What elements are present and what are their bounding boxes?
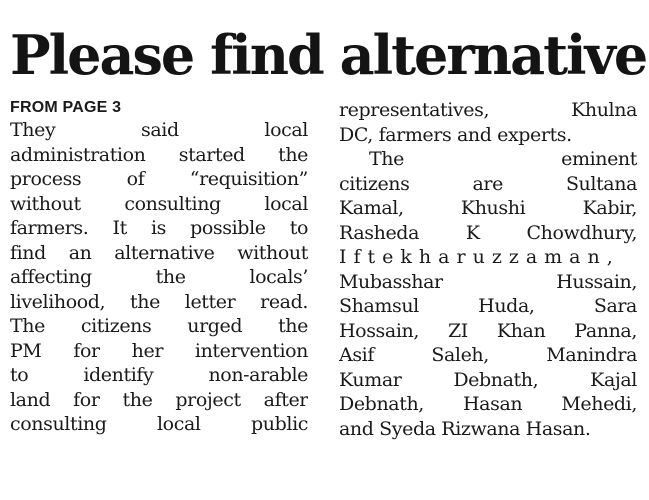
body-line: process of “requisition” xyxy=(10,168,308,190)
body-line: without consulting local xyxy=(10,192,308,215)
body-line: consulting local public xyxy=(10,413,308,435)
article-column-right xyxy=(339,98,637,441)
body-line: land for the project after xyxy=(10,388,308,411)
body-line: The citizens urged the xyxy=(10,315,308,337)
body-line: Shamsul Huda, Sara xyxy=(339,295,637,317)
headline: Please find alternative xyxy=(10,23,647,87)
body-line: farmers. It is possible to xyxy=(10,217,308,239)
body-line: They said local xyxy=(10,119,308,141)
paragraph-start-line: The eminent xyxy=(369,148,637,170)
body-line: DC, farmers and experts. xyxy=(339,123,572,146)
body-line: Debnath, Hasan Mehedi, xyxy=(339,393,637,415)
body-line: livelihood, the letter read. xyxy=(10,290,308,313)
body-line: Kumar Debnath, Kajal xyxy=(339,368,637,391)
article-column-left xyxy=(10,98,308,437)
body-line: Asif Saleh, Manindra xyxy=(339,344,637,366)
body-line: administration started the xyxy=(10,143,308,166)
body-line: representatives, Khulna xyxy=(339,99,637,121)
jump-line: FROM PAGE 3 xyxy=(10,99,122,116)
body-line: and Syeda Rizwana Hasan. xyxy=(339,417,591,440)
body-line: Rasheda K Chowdhury, xyxy=(339,221,637,244)
body-line: Mubasshar Hussain, xyxy=(339,270,637,293)
body-line: Iftekharuzzaman, xyxy=(339,246,620,268)
body-line: Kamal, Khushi Kabir, xyxy=(339,197,637,219)
body-line: to identify non-arable xyxy=(10,364,308,386)
body-line: find an alternative without xyxy=(10,241,308,264)
body-line: Hossain, ZI Khan Panna, xyxy=(339,319,637,342)
body-line: citizens are Sultana xyxy=(339,172,637,195)
body-line: affecting the locals’ xyxy=(10,266,308,288)
body-line: PM for her intervention xyxy=(10,339,308,362)
